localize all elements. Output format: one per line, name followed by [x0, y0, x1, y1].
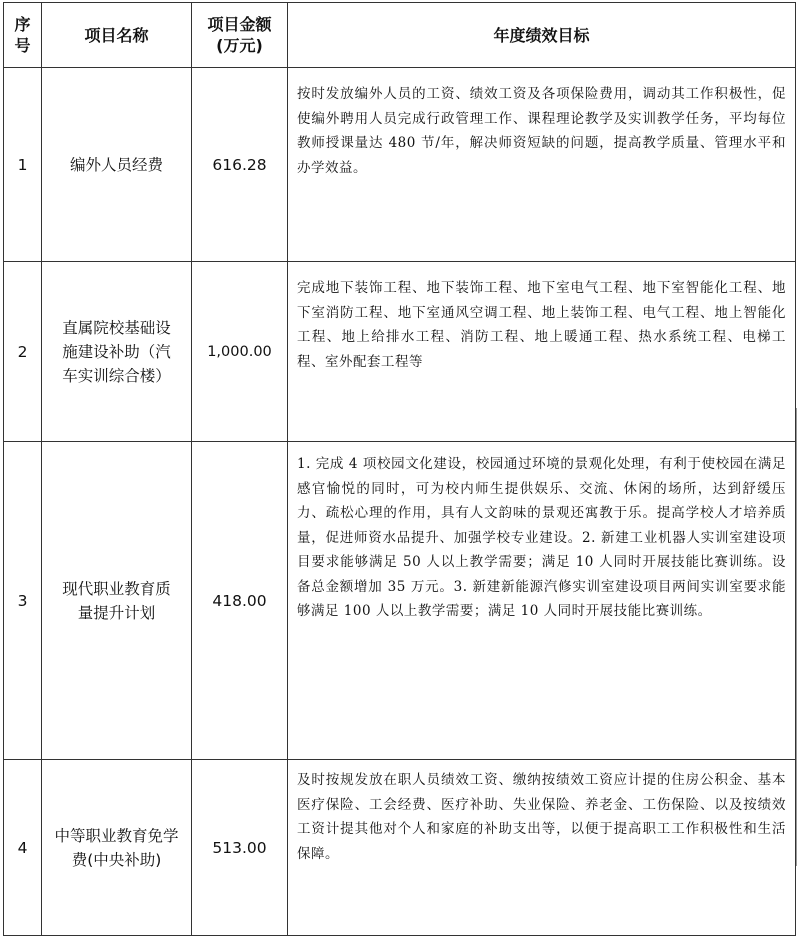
header-amount-line2: (万元) [216, 36, 263, 55]
header-amount-line1: 项目金额 [207, 15, 272, 34]
table-row [4, 68, 796, 262]
row-seq: 4 [4, 760, 42, 936]
performance-goals-table [3, 2, 796, 936]
row-amount: 418.00 [192, 442, 288, 760]
header-amount [192, 3, 288, 68]
row-amount: 513.00 [192, 760, 288, 936]
header-row [4, 3, 796, 68]
header-seq: 序号 [4, 3, 42, 68]
header-goal: 年度绩效目标 [288, 3, 796, 68]
table-row [4, 760, 796, 936]
row-goal: 1. 完成 4 项校园文化建设，校园通过环境的景观化处理，有利于使校园在满足感官愉悦的同时，可为校内师生提供娱乐、交流、休闲的场所，达到舒缓压力、疏松心理的作用，具有人文韵味的景观还寓教于乐。提高学校人才培养质量，促进师资水品提升、加强学校专业建设。2. 新建工业机器人实训室建设项目要求能够满足 50 人以上教学需要；满足 10 人同时开展技能比赛训练。设备总金额增加 35 万元。3. 新建新能源汽修实训室建设项目两间实训室要求能够满足 100 人以上教学需要；满足 10 人同时开展技能比赛训练。 [288, 442, 796, 760]
row-name: 直属院校基础设施建设补助（汽车实训综合楼） [42, 262, 192, 442]
row-name: 中等职业教育免学费(中央补助) [42, 760, 192, 936]
row-amount: 1,000.00 [192, 262, 288, 442]
row-goal: 及时按规发放在职人员绩效工资、缴纳按绩效工资应计提的住房公积金、基本医疗保险、工会经费、医疗补助、失业保险、养老金、工伤保险、以及按绩效工资计提其他对个人和家庭的补助支出等，以便于提高职工工作积极性和生活保障。 [288, 760, 796, 936]
row-seq: 3 [4, 442, 42, 760]
row-seq: 1 [4, 68, 42, 262]
row-name: 编外人员经费 [42, 68, 192, 262]
header-name: 项目名称 [42, 3, 192, 68]
row-amount: 616.28 [192, 68, 288, 262]
row-goal: 完成地下装饰工程、地下装饰工程、地下室电气工程、地下室智能化工程、地下室消防工程、地下室通风空调工程、地上装饰工程、电气工程、地上智能化工程、地上给排水工程、消防工程、地上暖通工程、热水系统工程、电梯工程、室外配套工程等 [288, 262, 796, 442]
page-edge-divider [796, 408, 800, 866]
table-row [4, 442, 796, 760]
row-seq: 2 [4, 262, 42, 442]
row-name: 现代职业教育质量提升计划 [42, 442, 192, 760]
table-row [4, 262, 796, 442]
row-goal: 按时发放编外人员的工资、绩效工资及各项保险费用，调动其工作积极性，促使编外聘用人员完成行政管理工作、课程理论教学及实训教学任务，平均每位教师授课量达 480 节/年，解决师资短缺的问题，提高教学质量、管理水平和办学效益。 [288, 68, 796, 262]
